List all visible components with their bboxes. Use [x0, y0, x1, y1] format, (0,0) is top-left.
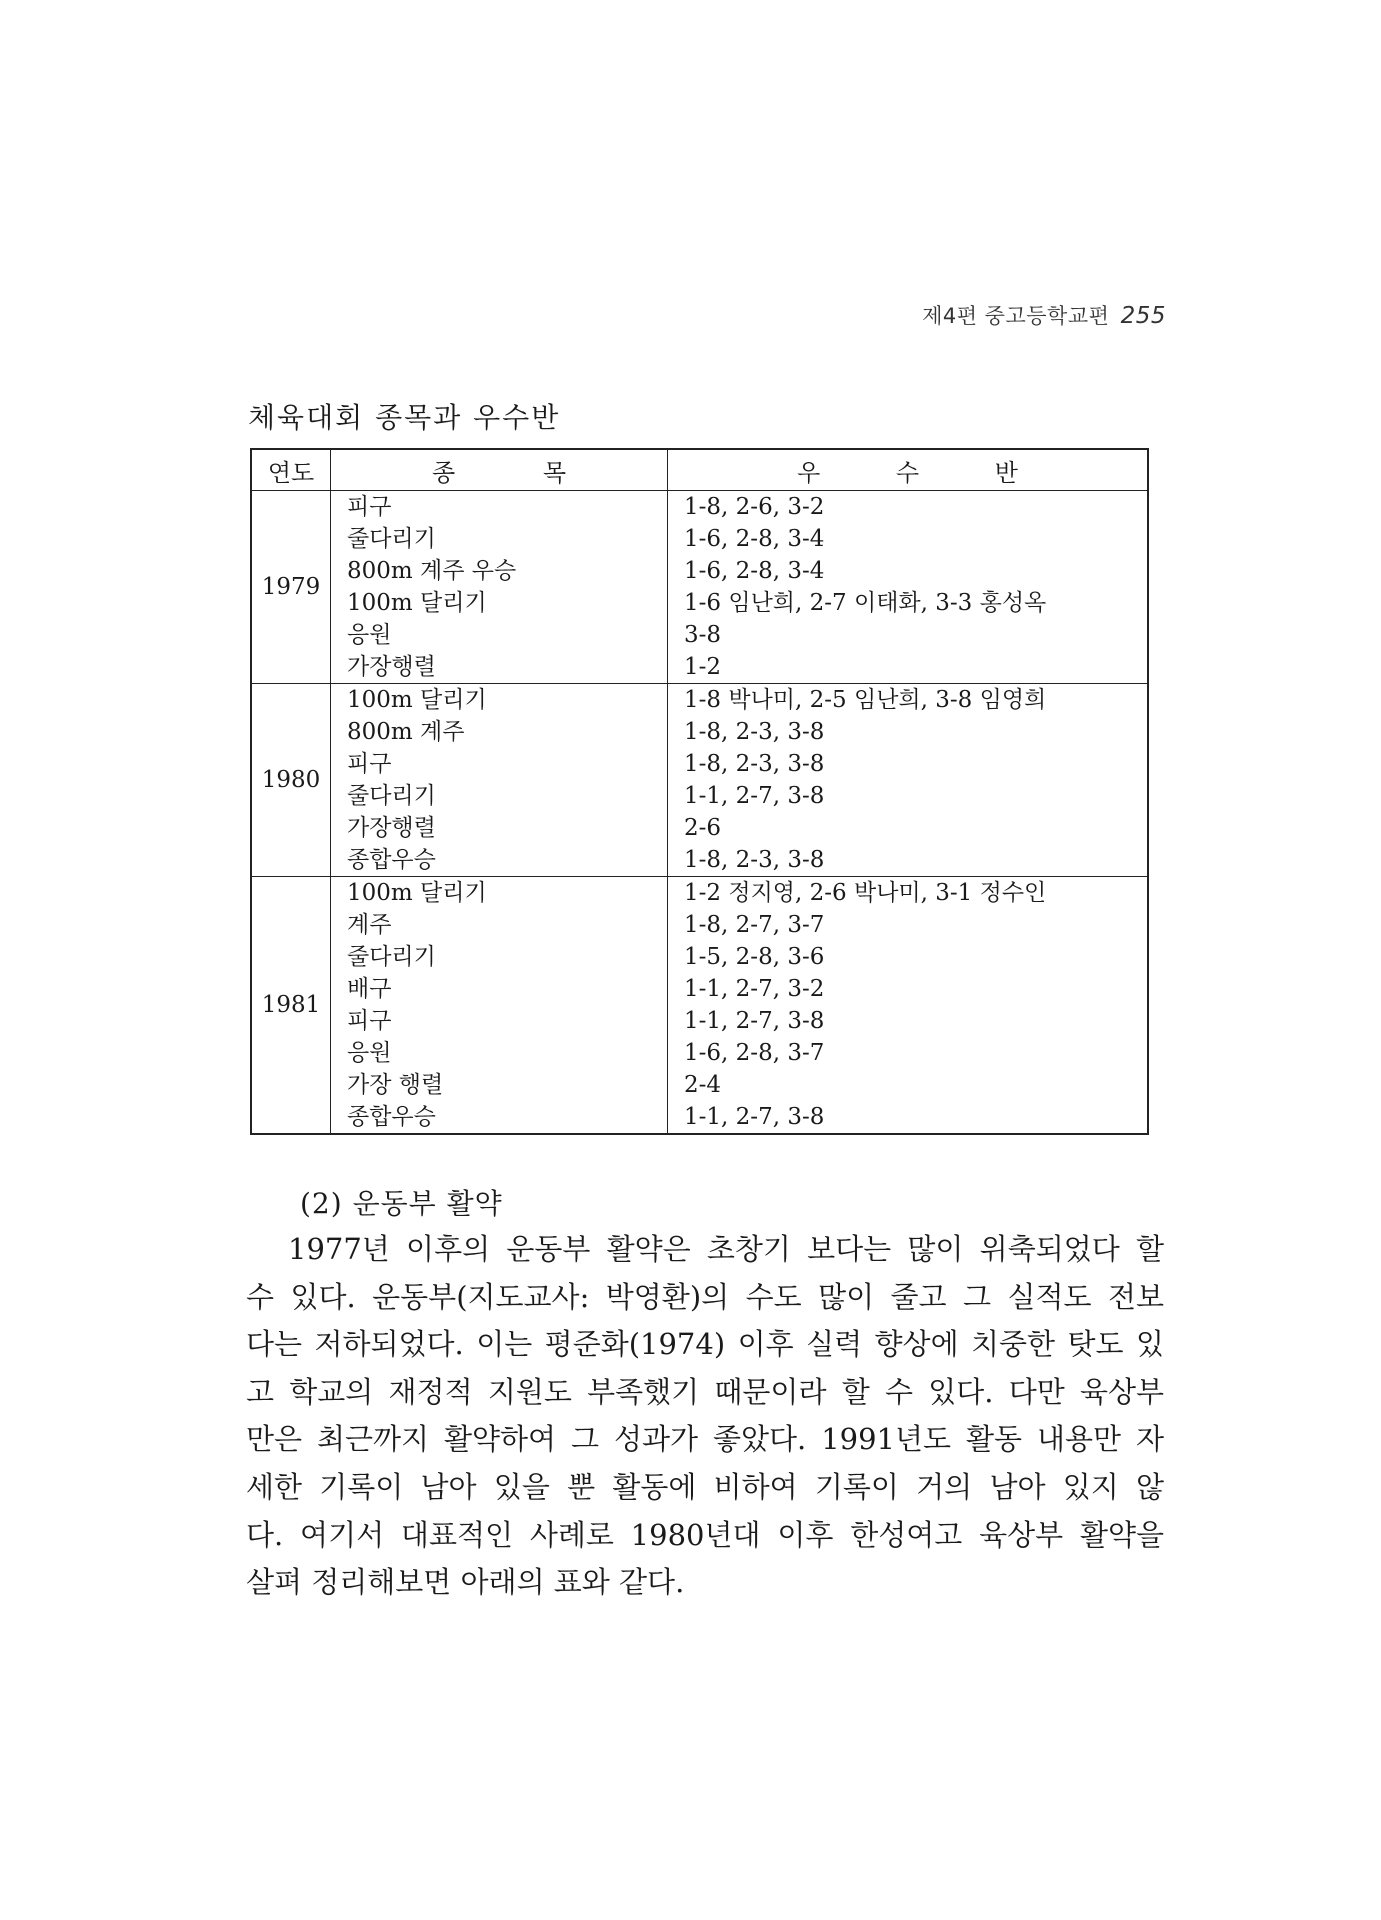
table-row [251, 1069, 1148, 1101]
winning-classes-cell: 1-2 정지영, 2-6 박나미, 3-1 정수인 [668, 877, 1149, 910]
winning-classes-cell: 1-8, 2-6, 3-2 [668, 491, 1149, 524]
winning-classes-cell: 1-6 임난희, 2-7 이태화, 3-3 홍성옥 [668, 587, 1149, 619]
winning-classes-cell: 1-6, 2-8, 3-4 [668, 523, 1149, 555]
event-cell: 종합우승 [331, 844, 668, 877]
winning-classes-cell: 1-8, 2-7, 3-7 [668, 909, 1149, 941]
section-label: 제4편 중고등학교편 [922, 304, 1110, 328]
event-cell: 배구 [331, 973, 668, 1005]
winning-classes-cell: 3-8 [668, 619, 1149, 651]
winning-classes-cell: 1-1, 2-7, 3-8 [668, 1005, 1149, 1037]
page-number: 255 [1120, 303, 1166, 329]
table-row [251, 909, 1148, 941]
winning-classes-cell: 1-2 [668, 651, 1149, 684]
winning-classes-cell: 1-6, 2-8, 3-4 [668, 555, 1149, 587]
paragraph-line: 1977년 이후의 운동부 활약은 초창기 보다는 많이 위축되었다 할 [288, 1232, 1164, 1266]
paragraph-line: 만은 최근까지 활약하여 그 성과가 좋았다. 1991년도 활동 내용만 자 [246, 1422, 1164, 1457]
paragraph-line: 다. 여기서 대표적인 사례로 1980년대 이후 한성여고 육상부 활약을 [246, 1517, 1164, 1552]
table-row [251, 780, 1148, 812]
table-row [251, 587, 1148, 619]
paragraph-line: 수 있다. 운동부(지도교사: 박영환)의 수도 많이 줄고 그 실적도 전보 [246, 1279, 1164, 1314]
table-row [251, 555, 1148, 587]
table-row [251, 941, 1148, 973]
year-cell: 1979 [251, 491, 331, 684]
column-header-classes: 우 수 반 [668, 449, 1149, 491]
table-row [251, 1037, 1148, 1069]
paragraph-line: 고 학교의 재정적 지원도 부족했기 때문이라 할 수 있다. 다만 육상부 [246, 1374, 1164, 1409]
event-cell: 피구 [331, 491, 668, 524]
event-cell: 800m 계주 [331, 716, 668, 748]
winning-classes-cell: 1-8, 2-3, 3-8 [668, 844, 1149, 877]
table-row [251, 523, 1148, 555]
event-cell: 800m 계주 우승 [331, 555, 668, 587]
event-cell: 계주 [331, 909, 668, 941]
event-cell: 응원 [331, 619, 668, 651]
table-row [251, 844, 1148, 877]
winning-classes-cell: 1-1, 2-7, 3-8 [668, 780, 1149, 812]
running-header [922, 300, 1166, 330]
event-cell: 가장 행렬 [331, 1069, 668, 1101]
table-row [251, 973, 1148, 1005]
event-cell: 가장행렬 [331, 651, 668, 684]
paragraph-line: 세한 기록이 남아 있을 뿐 활동에 비하여 기록이 거의 남아 있지 않 [246, 1469, 1164, 1504]
event-cell: 피구 [331, 748, 668, 780]
winning-classes-cell: 1-8, 2-3, 3-8 [668, 716, 1149, 748]
table-row [251, 619, 1148, 651]
winning-classes-cell: 2-6 [668, 812, 1149, 844]
table-row [251, 812, 1148, 844]
winning-classes-cell: 1-8 박나미, 2-5 임난희, 3-8 임영희 [668, 684, 1149, 717]
event-cell: 줄다리기 [331, 523, 668, 555]
table-title: 체육대회 종목과 우수반 [248, 401, 561, 434]
event-cell: 100m 달리기 [331, 587, 668, 619]
paragraph-line: 살펴 정리해보면 아래의 표와 같다. [246, 1565, 685, 1600]
awards-table [250, 448, 1149, 1135]
table-row [251, 877, 1148, 910]
winning-classes-cell: 1-6, 2-8, 3-7 [668, 1037, 1149, 1069]
winning-classes-cell: 2-4 [668, 1069, 1149, 1101]
event-cell: 100m 달리기 [331, 684, 668, 717]
event-cell: 가장행렬 [331, 812, 668, 844]
paragraph-line: 다는 저하되었다. 이는 평준화(1974) 이후 실력 향상에 치중한 탓도 있 [246, 1327, 1164, 1362]
event-cell: 줄다리기 [331, 941, 668, 973]
table-row [251, 716, 1148, 748]
winning-classes-cell: 1-5, 2-8, 3-6 [668, 941, 1149, 973]
winning-classes-cell: 1-1, 2-7, 3-8 [668, 1101, 1149, 1134]
table-row [251, 1005, 1148, 1037]
event-cell: 피구 [331, 1005, 668, 1037]
event-cell: 종합우승 [331, 1101, 668, 1134]
year-cell: 1980 [251, 684, 331, 877]
winning-classes-cell: 1-8, 2-3, 3-8 [668, 748, 1149, 780]
table-header-row [251, 449, 1148, 491]
table-row [251, 491, 1148, 524]
table-body [251, 491, 1148, 1135]
table-row [251, 748, 1148, 780]
section-heading: (2) 운동부 활약 [300, 1187, 503, 1220]
table-row [251, 684, 1148, 717]
event-cell: 줄다리기 [331, 780, 668, 812]
table-row [251, 651, 1148, 684]
year-cell: 1981 [251, 877, 331, 1135]
event-cell: 응원 [331, 1037, 668, 1069]
column-header-year: 연도 [251, 449, 331, 491]
table-row [251, 1101, 1148, 1134]
body-paragraph [246, 1226, 1164, 1607]
column-header-event: 종 목 [331, 449, 668, 491]
winning-classes-cell: 1-1, 2-7, 3-2 [668, 973, 1149, 1005]
event-cell: 100m 달리기 [331, 877, 668, 910]
